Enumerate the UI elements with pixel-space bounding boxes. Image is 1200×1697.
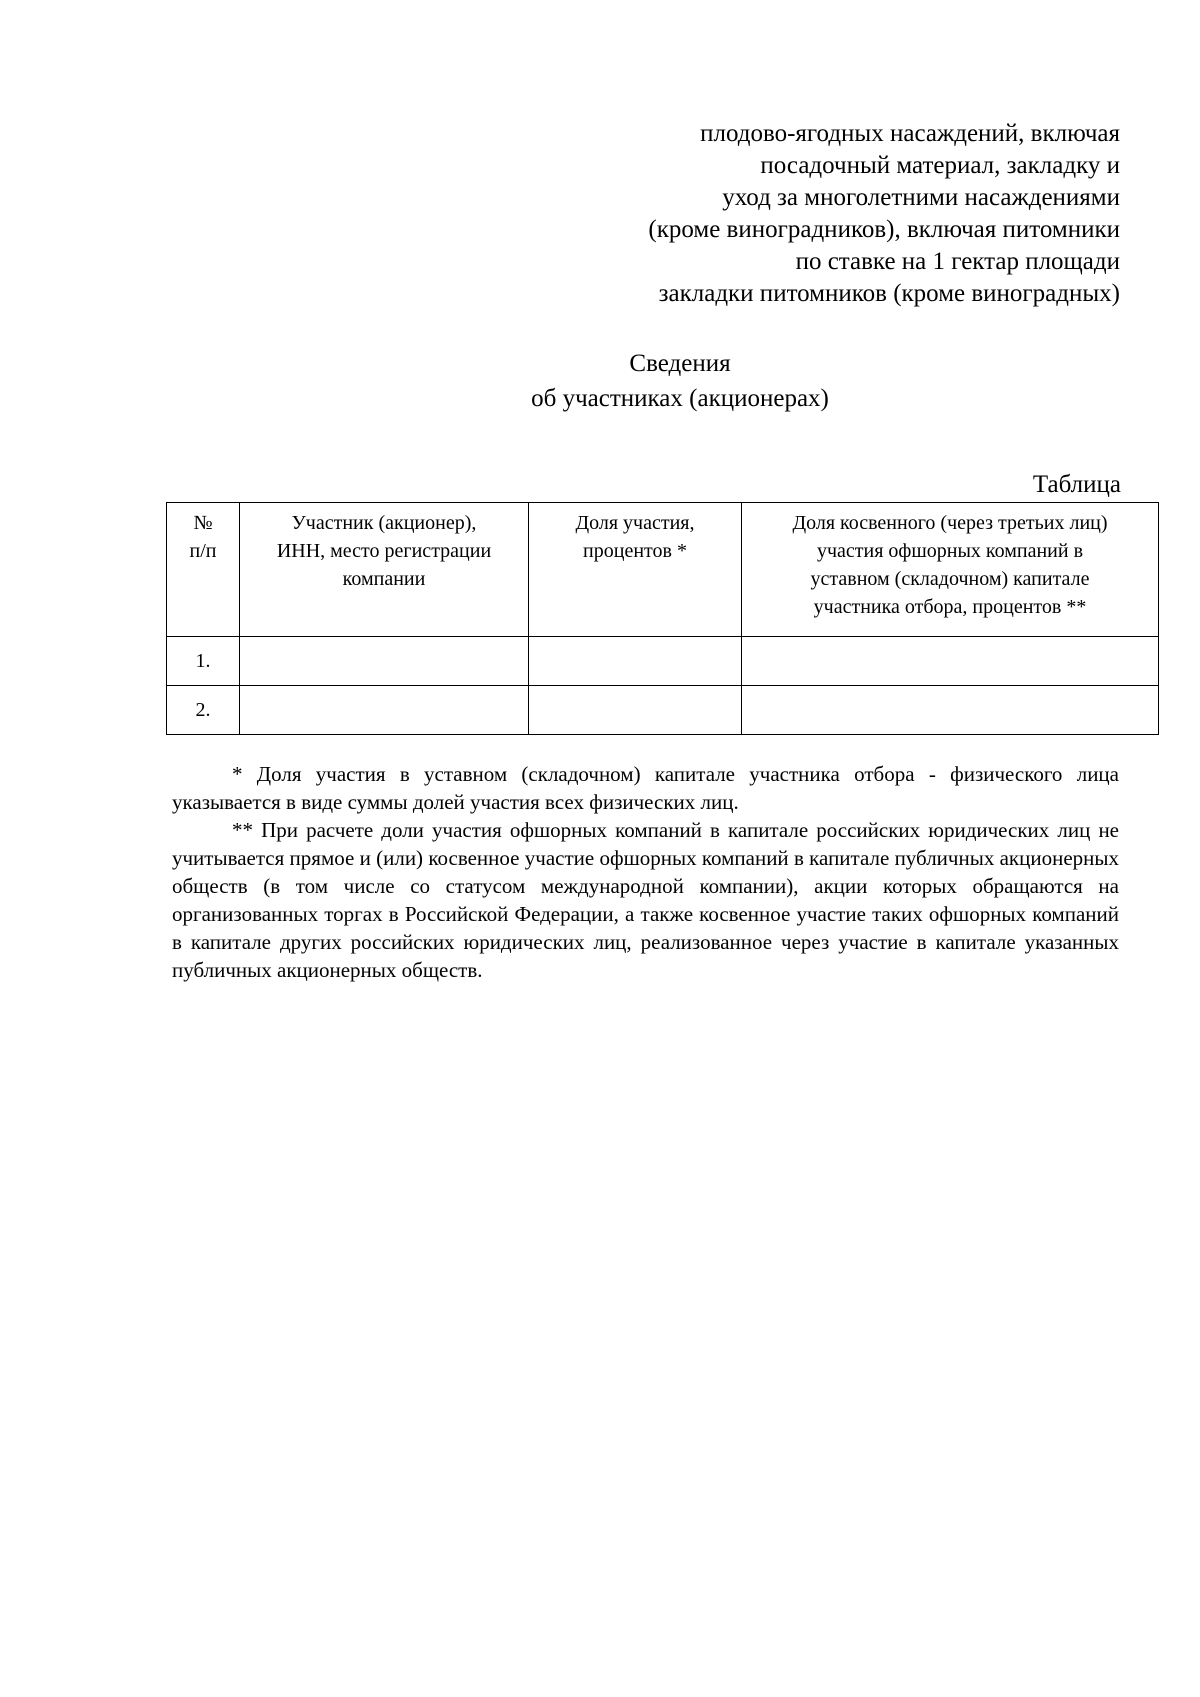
header-line: (кроме виноградников), включая питомники	[648, 216, 1120, 243]
participant-cell[interactable]	[240, 637, 529, 686]
document-header	[560, 118, 1120, 310]
participant-cell[interactable]	[240, 686, 529, 735]
header-text: Доля участия,	[575, 512, 695, 534]
table-row	[167, 637, 1159, 686]
table-header-row	[167, 503, 1159, 637]
row-number-cell: 2.	[167, 686, 240, 735]
header-text: Доля косвенного (через третьих лиц)	[792, 512, 1108, 534]
header-line: по ставке на 1 гектар площади	[795, 248, 1120, 275]
header-text: участия офшорных компаний в	[816, 540, 1084, 562]
header-line: посадочный материал, закладку и	[760, 152, 1120, 179]
header-text: уставном (складочном) капитале	[810, 568, 1090, 590]
header-text: компании	[342, 568, 426, 590]
footnote-1: * Доля участия в уставном (складочном) капитале участника отбора - физического лица указывается в виде суммы долей участия всех физических лиц.	[172, 762, 1119, 814]
share-cell[interactable]	[529, 686, 742, 735]
title-line-1: Сведения	[629, 350, 731, 377]
title-line-2: об участниках (акционерах)	[531, 385, 829, 412]
row-number-cell: 1.	[167, 637, 240, 686]
indirect-share-cell[interactable]	[742, 637, 1159, 686]
header-line: закладки питомников (кроме виноградных)	[658, 280, 1120, 307]
header-line: плодово-ягодных насаждений, включая	[700, 120, 1120, 147]
header-text: процентов *	[583, 540, 687, 562]
indirect-share-cell[interactable]	[742, 686, 1159, 735]
header-text: №	[193, 512, 213, 534]
header-cell-share	[529, 503, 742, 637]
header-cell-indirect-share	[742, 503, 1159, 637]
header-cell-number	[167, 503, 240, 637]
table-caption: Таблица	[1032, 471, 1121, 498]
footnote-2: ** При расчете доли участия офшорных компаний в капитале российских юридических лиц не учитывается прямое и (или) косвенное участие офшорных компаний в капитале публичных акционерных обществ (в том числе со статусом международной компании), акции которых обращаются на организованных торгах в Российской Федерации, а также косвенное участие таких офшорных компаний в капитале других российских юридических лиц, реализованное через участие в капитале указанных публичных акционерных обществ.	[172, 818, 1119, 982]
header-text: ИНН, место регистрации	[276, 540, 492, 562]
share-cell[interactable]	[529, 637, 742, 686]
table-row	[167, 686, 1159, 735]
header-cell-participant	[240, 503, 529, 637]
participants-table	[166, 502, 1159, 735]
header-line: уход за многолетними насаждениями	[722, 184, 1120, 211]
document-title	[420, 346, 940, 416]
footnotes	[172, 760, 1119, 984]
header-text: участника отбора, процентов **	[813, 596, 1087, 618]
header-text: п/п	[189, 540, 217, 562]
header-text: Участник (акционер),	[291, 512, 477, 534]
